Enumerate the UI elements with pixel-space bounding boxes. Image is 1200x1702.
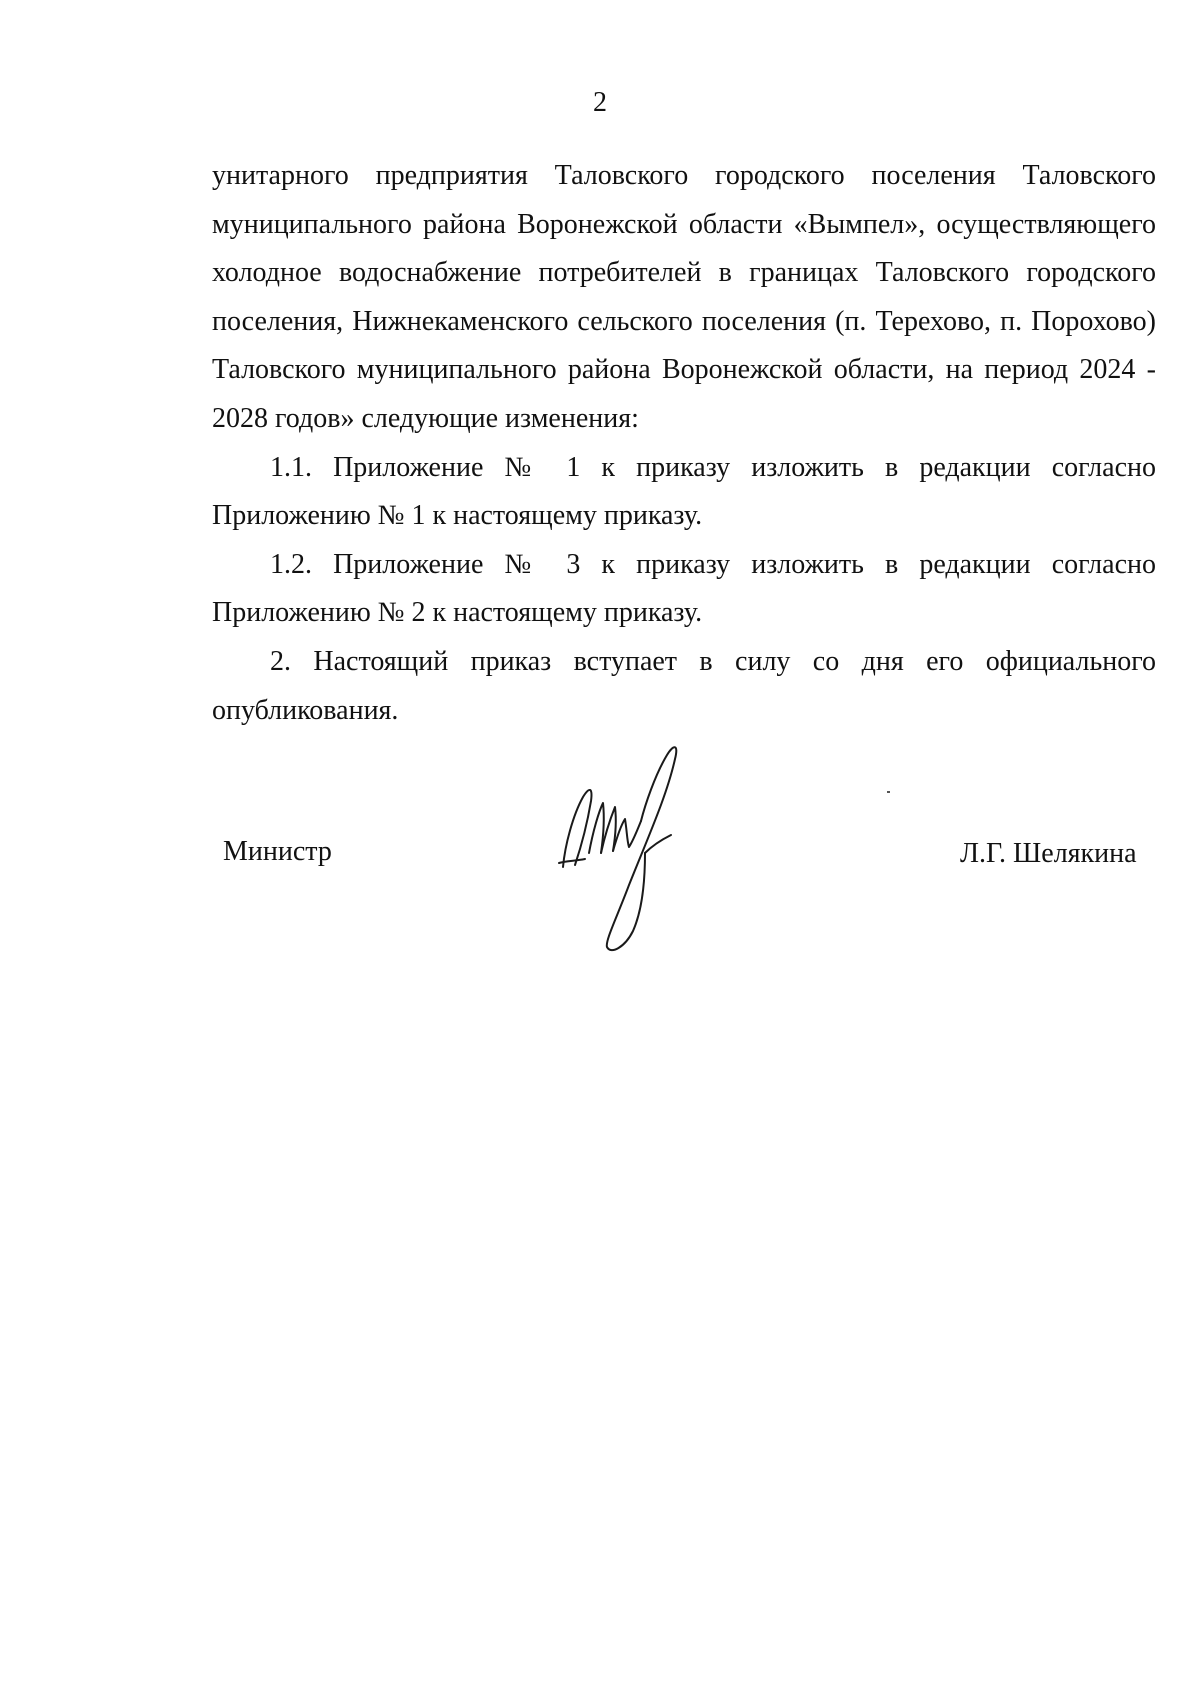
scan-speck	[887, 791, 890, 793]
signature-drawing	[545, 735, 725, 955]
handwritten-signature	[545, 735, 725, 955]
paragraph-item-1-1: 1.1. Приложение № 1 к приказу изложить в редакции согласно Приложению № 1 к настоящему приказу.	[212, 451, 1156, 532]
signer-title: Министр	[223, 836, 332, 867]
paragraph-item-2: 2. Настоящий приказ вступает в силу со дня его официального опубликования.	[212, 645, 1156, 726]
paragraph-intro: унитарного предприятия Таловского городского поселения Таловского муниципального района Воронежской области «Вымпел», осуществляющего холодное водоснабжение потребителей в границах Таловского городского поселения, Нижнекаменского сельского поселения (п. Терехово, п. Порохово) Таловского муниципального района Воронежской области, на период 2024 - 2028 годов» следующие изменения:	[212, 160, 1156, 434]
page-number: 2	[593, 87, 607, 118]
paragraph-item-1-2: 1.2. Приложение № 3 к приказу изложить в редакции согласно Приложению № 2 к настоящему приказу.	[212, 548, 1156, 629]
signature-block	[0, 735, 1200, 955]
document-body	[212, 152, 1156, 735]
signer-name: Л.Г. Шелякина	[960, 838, 1137, 869]
